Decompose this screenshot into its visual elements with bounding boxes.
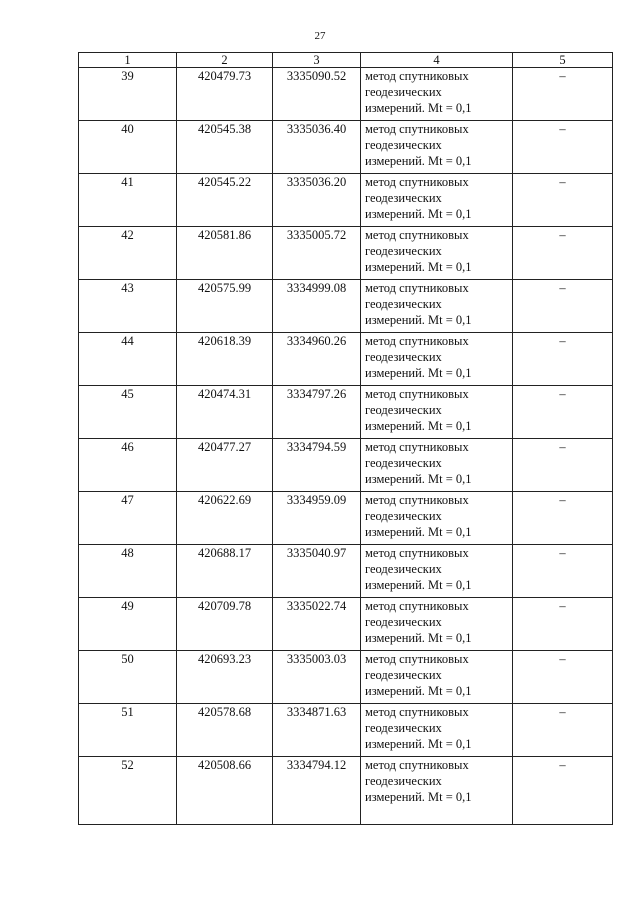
method-line: метод спутниковых xyxy=(365,69,469,83)
method-line: метод спутниковых xyxy=(365,599,469,613)
method-line: измерений. Mt = 0,1 xyxy=(365,525,472,539)
method-line: измерений. Mt = 0,1 xyxy=(365,790,472,804)
method-line: метод спутниковых xyxy=(365,387,469,401)
table-header-row xyxy=(79,53,613,68)
note-cell: – xyxy=(513,598,613,651)
method-cell xyxy=(361,492,513,545)
table-row xyxy=(79,704,613,757)
x-coordinate-cell: 420622.69 xyxy=(177,492,273,545)
method-cell xyxy=(361,174,513,227)
y-coordinate-cell: 3334871.63 xyxy=(273,704,361,757)
column-header-5: 5 xyxy=(513,53,613,68)
y-coordinate-cell: 3334960.26 xyxy=(273,333,361,386)
method-line: метод спутниковых xyxy=(365,705,469,719)
method-line: геодезических xyxy=(365,244,442,258)
y-coordinate-cell: 3334959.09 xyxy=(273,492,361,545)
method-line: измерений. Mt = 0,1 xyxy=(365,313,472,327)
x-coordinate-cell: 420479.73 xyxy=(177,68,273,121)
table-row xyxy=(79,386,613,439)
x-coordinate-cell: 420545.38 xyxy=(177,121,273,174)
y-coordinate-cell: 3335040.97 xyxy=(273,545,361,598)
method-cell xyxy=(361,598,513,651)
method-cell xyxy=(361,68,513,121)
method-line: измерений. Mt = 0,1 xyxy=(365,631,472,645)
method-line: измерений. Mt = 0,1 xyxy=(365,366,472,380)
coordinates-table xyxy=(78,52,613,825)
note-cell: – xyxy=(513,439,613,492)
note-cell: – xyxy=(513,68,613,121)
x-coordinate-cell: 420477.27 xyxy=(177,439,273,492)
note-cell: – xyxy=(513,121,613,174)
method-line: геодезических xyxy=(365,456,442,470)
method-cell xyxy=(361,439,513,492)
y-coordinate-cell: 3335036.40 xyxy=(273,121,361,174)
x-coordinate-cell: 420709.78 xyxy=(177,598,273,651)
point-number-cell: 42 xyxy=(79,227,177,280)
note-cell: – xyxy=(513,174,613,227)
y-coordinate-cell: 3334999.08 xyxy=(273,280,361,333)
x-coordinate-cell: 420618.39 xyxy=(177,333,273,386)
point-number-cell: 43 xyxy=(79,280,177,333)
x-coordinate-cell: 420688.17 xyxy=(177,545,273,598)
method-line: измерений. Mt = 0,1 xyxy=(365,419,472,433)
note-cell: – xyxy=(513,492,613,545)
method-line: геодезических xyxy=(365,297,442,311)
column-header-1: 1 xyxy=(79,53,177,68)
method-line: измерений. Mt = 0,1 xyxy=(365,207,472,221)
point-number-cell: 41 xyxy=(79,174,177,227)
point-number-cell: 49 xyxy=(79,598,177,651)
method-cell xyxy=(361,227,513,280)
method-line: измерений. Mt = 0,1 xyxy=(365,472,472,486)
x-coordinate-cell: 420575.99 xyxy=(177,280,273,333)
method-line: метод спутниковых xyxy=(365,228,469,242)
x-coordinate-cell: 420508.66 xyxy=(177,757,273,825)
x-coordinate-cell: 420578.68 xyxy=(177,704,273,757)
method-cell xyxy=(361,121,513,174)
method-line: метод спутниковых xyxy=(365,440,469,454)
point-number-cell: 51 xyxy=(79,704,177,757)
method-cell xyxy=(361,545,513,598)
method-line: измерений. Mt = 0,1 xyxy=(365,101,472,115)
column-header-2: 2 xyxy=(177,53,273,68)
method-line: измерений. Mt = 0,1 xyxy=(365,578,472,592)
note-cell: – xyxy=(513,280,613,333)
x-coordinate-cell: 420474.31 xyxy=(177,386,273,439)
table-row xyxy=(79,227,613,280)
note-cell: – xyxy=(513,704,613,757)
table-row xyxy=(79,651,613,704)
page-number: 27 xyxy=(314,30,326,42)
table-row xyxy=(79,121,613,174)
y-coordinate-cell: 3335090.52 xyxy=(273,68,361,121)
table-row xyxy=(79,333,613,386)
method-line: геодезических xyxy=(365,615,442,629)
y-coordinate-cell: 3335036.20 xyxy=(273,174,361,227)
note-cell: – xyxy=(513,227,613,280)
table-row xyxy=(79,598,613,651)
point-number-cell: 47 xyxy=(79,492,177,545)
table-row xyxy=(79,439,613,492)
table-body xyxy=(79,68,613,825)
method-cell xyxy=(361,651,513,704)
table-row xyxy=(79,68,613,121)
table-row xyxy=(79,174,613,227)
note-cell: – xyxy=(513,545,613,598)
table-row xyxy=(79,757,613,825)
method-line: геодезических xyxy=(365,562,442,576)
method-cell xyxy=(361,757,513,825)
note-cell: – xyxy=(513,757,613,825)
point-number-cell: 39 xyxy=(79,68,177,121)
method-line: геодезических xyxy=(365,138,442,152)
y-coordinate-cell: 3334797.26 xyxy=(273,386,361,439)
column-header-3: 3 xyxy=(273,53,361,68)
y-coordinate-cell: 3335003.03 xyxy=(273,651,361,704)
method-line: геодезических xyxy=(365,85,442,99)
point-number-cell: 40 xyxy=(79,121,177,174)
method-line: метод спутниковых xyxy=(365,334,469,348)
method-line: метод спутниковых xyxy=(365,652,469,666)
y-coordinate-cell: 3334794.12 xyxy=(273,757,361,825)
method-line: метод спутниковых xyxy=(365,175,469,189)
method-line: геодезических xyxy=(365,774,442,788)
method-cell xyxy=(361,704,513,757)
method-cell xyxy=(361,280,513,333)
x-coordinate-cell: 420545.22 xyxy=(177,174,273,227)
method-line: метод спутниковых xyxy=(365,493,469,507)
method-line: геодезических xyxy=(365,191,442,205)
note-cell: – xyxy=(513,651,613,704)
column-header-4: 4 xyxy=(361,53,513,68)
method-line: геодезических xyxy=(365,350,442,364)
method-line: геодезических xyxy=(365,721,442,735)
x-coordinate-cell: 420581.86 xyxy=(177,227,273,280)
y-coordinate-cell: 3334794.59 xyxy=(273,439,361,492)
y-coordinate-cell: 3335022.74 xyxy=(273,598,361,651)
method-line: геодезических xyxy=(365,509,442,523)
y-coordinate-cell: 3335005.72 xyxy=(273,227,361,280)
point-number-cell: 46 xyxy=(79,439,177,492)
note-cell: – xyxy=(513,333,613,386)
method-line: измерений. Mt = 0,1 xyxy=(365,154,472,168)
note-cell: – xyxy=(513,386,613,439)
point-number-cell: 48 xyxy=(79,545,177,598)
method-line: метод спутниковых xyxy=(365,281,469,295)
method-line: измерений. Mt = 0,1 xyxy=(365,260,472,274)
table-row xyxy=(79,545,613,598)
table-row xyxy=(79,492,613,545)
method-line: геодезических xyxy=(365,403,442,417)
point-number-cell: 52 xyxy=(79,757,177,825)
method-line: метод спутниковых xyxy=(365,546,469,560)
method-line: измерений. Mt = 0,1 xyxy=(365,684,472,698)
method-line: метод спутниковых xyxy=(365,122,469,136)
point-number-cell: 50 xyxy=(79,651,177,704)
point-number-cell: 44 xyxy=(79,333,177,386)
method-line: геодезических xyxy=(365,668,442,682)
table-row xyxy=(79,280,613,333)
method-cell xyxy=(361,386,513,439)
method-line: измерений. Mt = 0,1 xyxy=(365,737,472,751)
method-line: метод спутниковых xyxy=(365,758,469,772)
x-coordinate-cell: 420693.23 xyxy=(177,651,273,704)
point-number-cell: 45 xyxy=(79,386,177,439)
method-cell xyxy=(361,333,513,386)
